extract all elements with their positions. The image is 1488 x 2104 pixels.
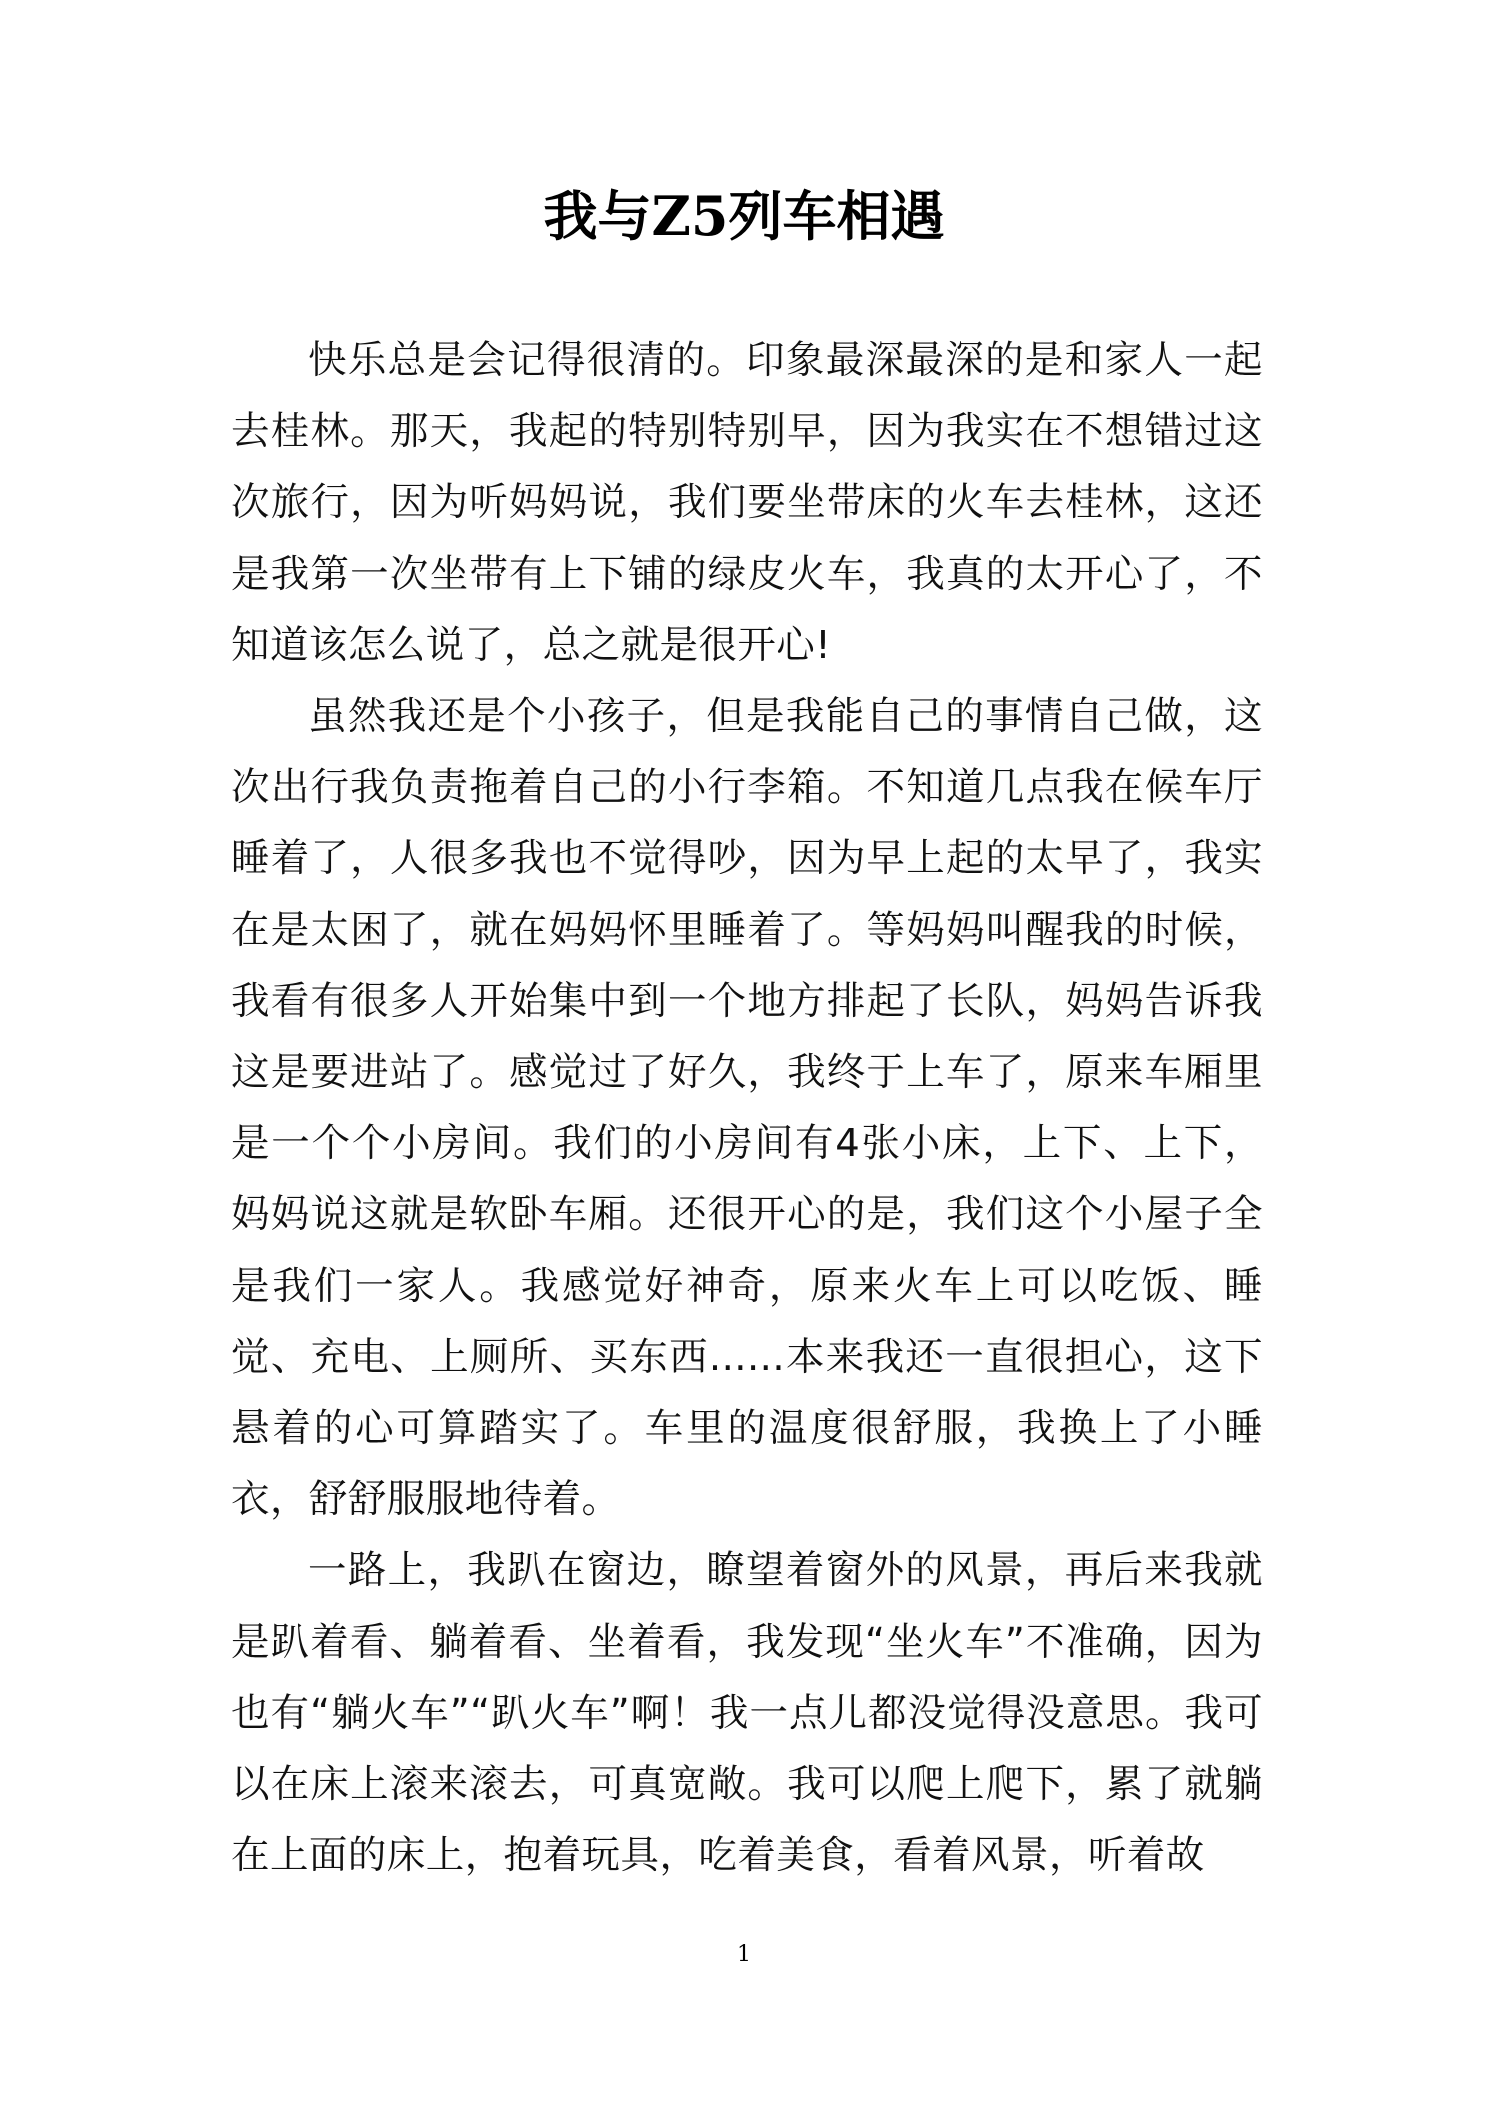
document-title: 我与Z5列车相遇 — [543, 184, 945, 248]
paragraph-3: 一路上，我趴在窗边，瞭望着窗外的风景，再后来我就是趴着看、躺着看、坐着看，我发现“坐火车”不准确，因为也有“躺火车”“趴火车”啊！我一点儿都没觉得没意思。我可以在床上滚来滚去，可真宽敞。我可以爬上爬下，累了就躺在上面的床上，抱着玩具，吃着美食，看着风景，听着故 — [231, 1548, 1263, 1879]
page-number: 1 — [737, 1942, 751, 1967]
paragraph-1: 快乐总是会记得很清的。印象最深最深的是和家人一起去桂林。那天，我起的特别特别早，因为我实在不想错过这次旅行，因为听妈妈说，我们要坐带床的火车去桂林，这还是我第一次坐带有上下铺的绿皮火车，我真的太开心了，不知道该怎么说了，总之就是很开心! — [231, 338, 1263, 668]
paragraph-2: 虽然我还是个小孩子，但是我能自己的事情自己做，这次出行我负责拖着自己的小行李箱。不知道几点我在候车厅睡着了，人很多我也不觉得吵，因为早上起的太早了，我实在是太困了，就在妈妈怀里睡着了。等妈妈叫醒我的时候，我看有很多人开始集中到一个地方排起了长队，妈妈告诉我这是要进站了。感觉过了好久，我终于上车了，原来车厢里是一个个小房间。我们的小房间有4张小床，上下、上下，妈妈说这就是软卧车厢。还很开心的是，我们这个小屋子全是我们一家人。我感觉好神奇，原来火车上可以吃饭、睡觉、充电、上厕所、买东西......本来我还一直很担心，这下悬着的心可算踏实了。车里的温度很舒服，我换上了小睡衣，舒舒服服地待着。 — [231, 694, 1263, 1523]
document-body — [231, 325, 1263, 1891]
